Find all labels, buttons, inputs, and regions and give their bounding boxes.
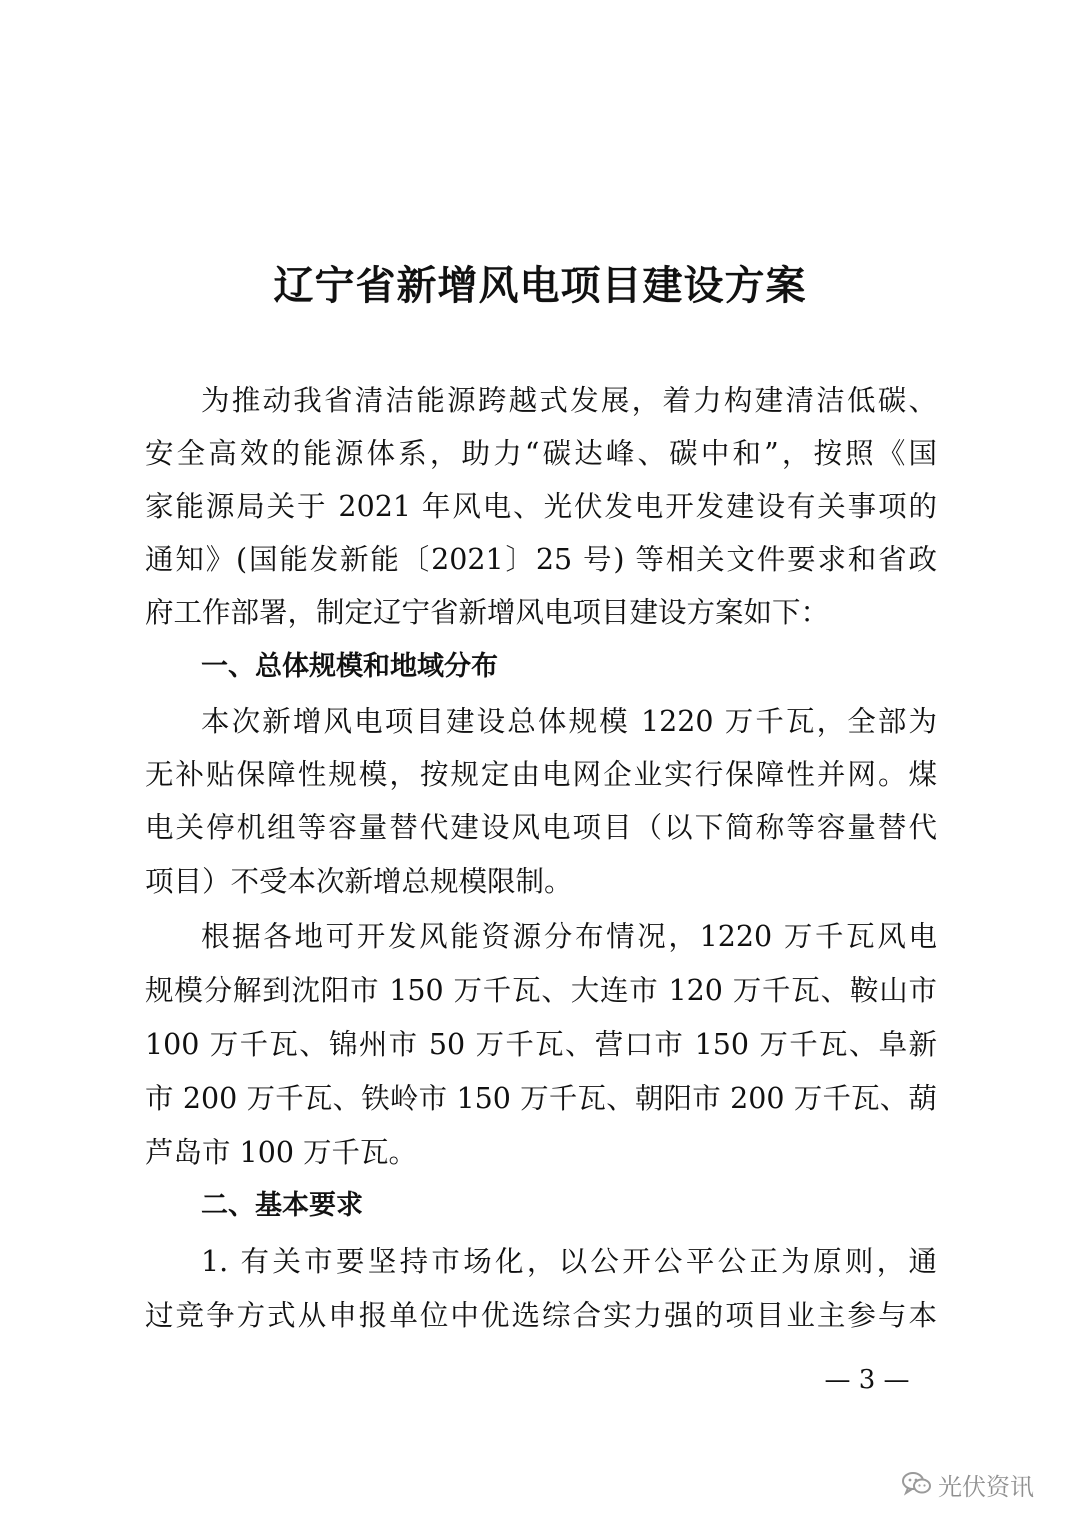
- paragraph-line: 1. 有关市要坚持市场化，以公开公平公正为原则，通: [201, 1245, 937, 1278]
- paragraph-line: 市 200 万千瓦、铁岭市 150 万千瓦、朝阳市 200 万千瓦、葫: [145, 1082, 937, 1115]
- paragraph-line: 无补贴保障性规模，按规定由电网企业实行保障性并网。煤: [145, 758, 937, 791]
- paragraph-line: 芦岛市 100 万千瓦。: [145, 1136, 418, 1169]
- page-number: — 3 —: [824, 1365, 910, 1395]
- paragraph-line: 通知》(国能发新能〔2021〕25 号) 等相关文件要求和省政: [145, 543, 937, 576]
- paragraph-line: 本次新增风电项目建设总体规模 1220 万千瓦，全部为: [201, 705, 937, 738]
- source-watermark: [902, 1464, 1034, 1504]
- paragraph-line: 项目）不受本次新增总规模限制。: [145, 865, 573, 898]
- section-heading: 一、总体规模和地域分布: [201, 651, 498, 682]
- paragraph-line: 安全高效的能源体系，助力“碳达峰、碳中和”，按照《国: [145, 437, 937, 470]
- paragraph-line: 府工作部署，制定辽宁省新增风电项目建设方案如下：: [145, 596, 830, 629]
- watermark-text: 光伏资讯: [938, 1472, 1034, 1501]
- paragraph-line: 100 万千瓦、锦州市 50 万千瓦、营口市 150 万千瓦、阜新: [145, 1028, 937, 1061]
- section-heading: 二、基本要求: [201, 1190, 363, 1221]
- paragraph-line: 为推动我省清洁能源跨越式发展，着力构建清洁低碳、: [201, 384, 937, 417]
- document-title: 辽宁省新增风电项目建设方案: [273, 263, 807, 309]
- paragraph-line: 家能源局关于 2021 年风电、光伏发电开发建设有关事项的: [145, 490, 937, 523]
- paragraph-line: 根据各地可开发风能资源分布情况，1220 万千瓦风电: [201, 920, 937, 953]
- paragraph-line: 规模分解到沈阳市 150 万千瓦、大连市 120 万千瓦、鞍山市: [145, 974, 937, 1007]
- paragraph-line: 电关停机组等容量替代建设风电项目（以下简称等容量替代: [145, 811, 937, 844]
- wechat-icon: [902, 1471, 932, 1497]
- paragraph-line: 过竞争方式从申报单位中优选综合实力强的项目业主参与本: [145, 1299, 937, 1332]
